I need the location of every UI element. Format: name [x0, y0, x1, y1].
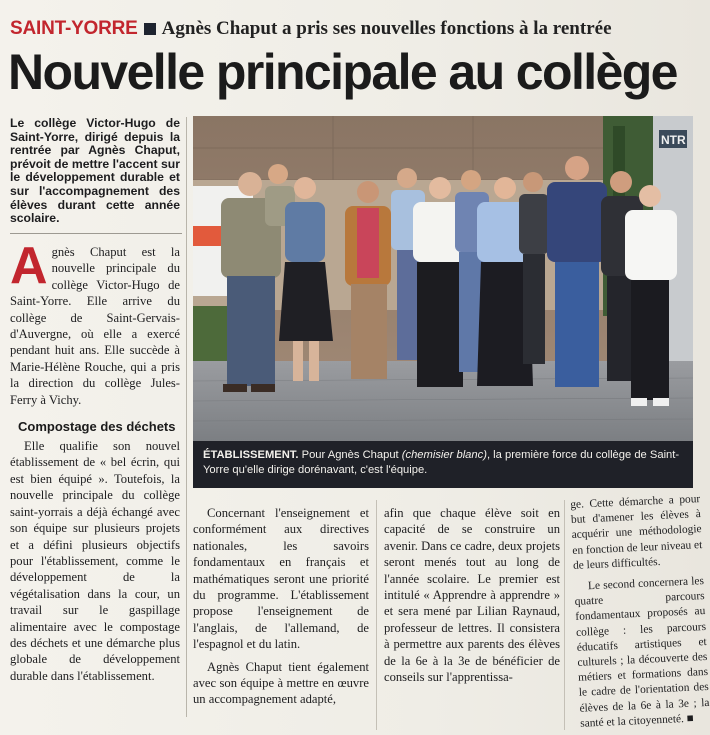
body-column-3 [384, 505, 560, 685]
column-divider [186, 117, 187, 717]
caption-label: ÉTABLISSEMENT. [203, 449, 299, 461]
photo-caption [193, 441, 693, 488]
group-photo-illustration [193, 116, 693, 441]
person-figure [345, 181, 391, 379]
sign-text: NTR [661, 133, 686, 147]
paragraph: afin que chaque élève soit en capacité de se construire un avenir. Dans ce cadre, deux projets seront menés tout au long de l'année scolaire. Le premier est intitulé « Apprendre à apprendre » et sera mené par Lilian Raynaud, professeur de lettres. Il consistera à permettre aux parents des élèves de la 6e à la 3e de bénéficier de conseils sur l'apprentissa- [384, 506, 560, 685]
paragraph: Concernant l'enseignement et conformément aux directives nationales, les savoirs fondamentaux en français et mathématiques seront une priorité du programme. L'établissement propose l'enseignement de l'anglais, de l'allemand, de l'espagnol et du latin. [193, 506, 369, 652]
lead-divider [10, 233, 182, 234]
drop-cap: A [10, 237, 48, 295]
body-column-4 [570, 492, 710, 732]
paragraph: ge. Cette démarche a pour but d'amener les élèves à acquérir une méthodologie en fonction de leur niveau et de leurs difficultés. [570, 493, 703, 572]
page-title: Nouvelle principale au collège [8, 44, 677, 100]
column-divider [376, 500, 377, 730]
caption-text-end: , la première force du collège de Saint-Yorre qu'elle dirige dorénavant, c'est l'équipe. [203, 449, 680, 476]
square-bullet-icon [144, 23, 156, 35]
article-lead: Le collège Victor-Hugo de Saint-Yorre, dirigé depuis la rentrée par Agnès Chaput, prévoit de mettre l'accent sur le développement durable et sur l'accompagnement des élèves durant cette année scolaire. [10, 116, 180, 226]
paragraph: gnès Chaput est la nouvelle principale du collège Victor-Hugo de Saint-Yorre. Elle arrive du collège de Saint-Gervais-d'Auvergne, où elle a exercé pendant huit ans. Elle succède à Marie-Hélène Rouche, qui a pris la direction du collège Jules-Ferry à Vichy. [10, 245, 180, 407]
person-figure [519, 172, 549, 364]
article-photo [193, 116, 693, 441]
body-column-2 [193, 505, 369, 708]
paragraph: Elle qualifie son nouvel établissement de « bel écrin, qui est bien équipé ». Toutefois, la nouvelle principale du collège saint-yorrais a déjà échangé avec son équipe sur plusieurs projets et a défini plusieurs objectifs pour l'établissement, comme le développement de la végétalisation dans la cour, un travail sur le gaspillage alimentaire avec le compostage des déchets et une démarche plus globale de développement durable dans l'établissement. [10, 439, 180, 683]
paragraph: Agnès Chaput tient également avec son équipe à mettre en œuvre un accompagnement adapté, [193, 659, 369, 707]
person-figure [547, 156, 607, 387]
body-column-1 [10, 237, 180, 684]
paragraph: Le second concernera les quatre parcours fondamentaux proposés au collège : les parcours éducatifs artistiques et culturels ; la découverte des métiers et formations dans le cadre de l'orientation des élèves de la 6e à la 3e ; la santé et la citoyenneté. ■ [574, 575, 710, 730]
kicker-text: Agnès Chaput a pris ses nouvelles fonctions à la rentrée [161, 18, 612, 39]
caption-italic: (chemisier blanc) [401, 449, 487, 461]
caption-text: Pour Agnès Chaput [298, 449, 402, 461]
location-label: SAINT-YORRE [10, 18, 138, 39]
section-subhead: Compostage des déchets [18, 419, 176, 435]
column-divider [564, 500, 565, 730]
article-kicker [10, 16, 700, 42]
